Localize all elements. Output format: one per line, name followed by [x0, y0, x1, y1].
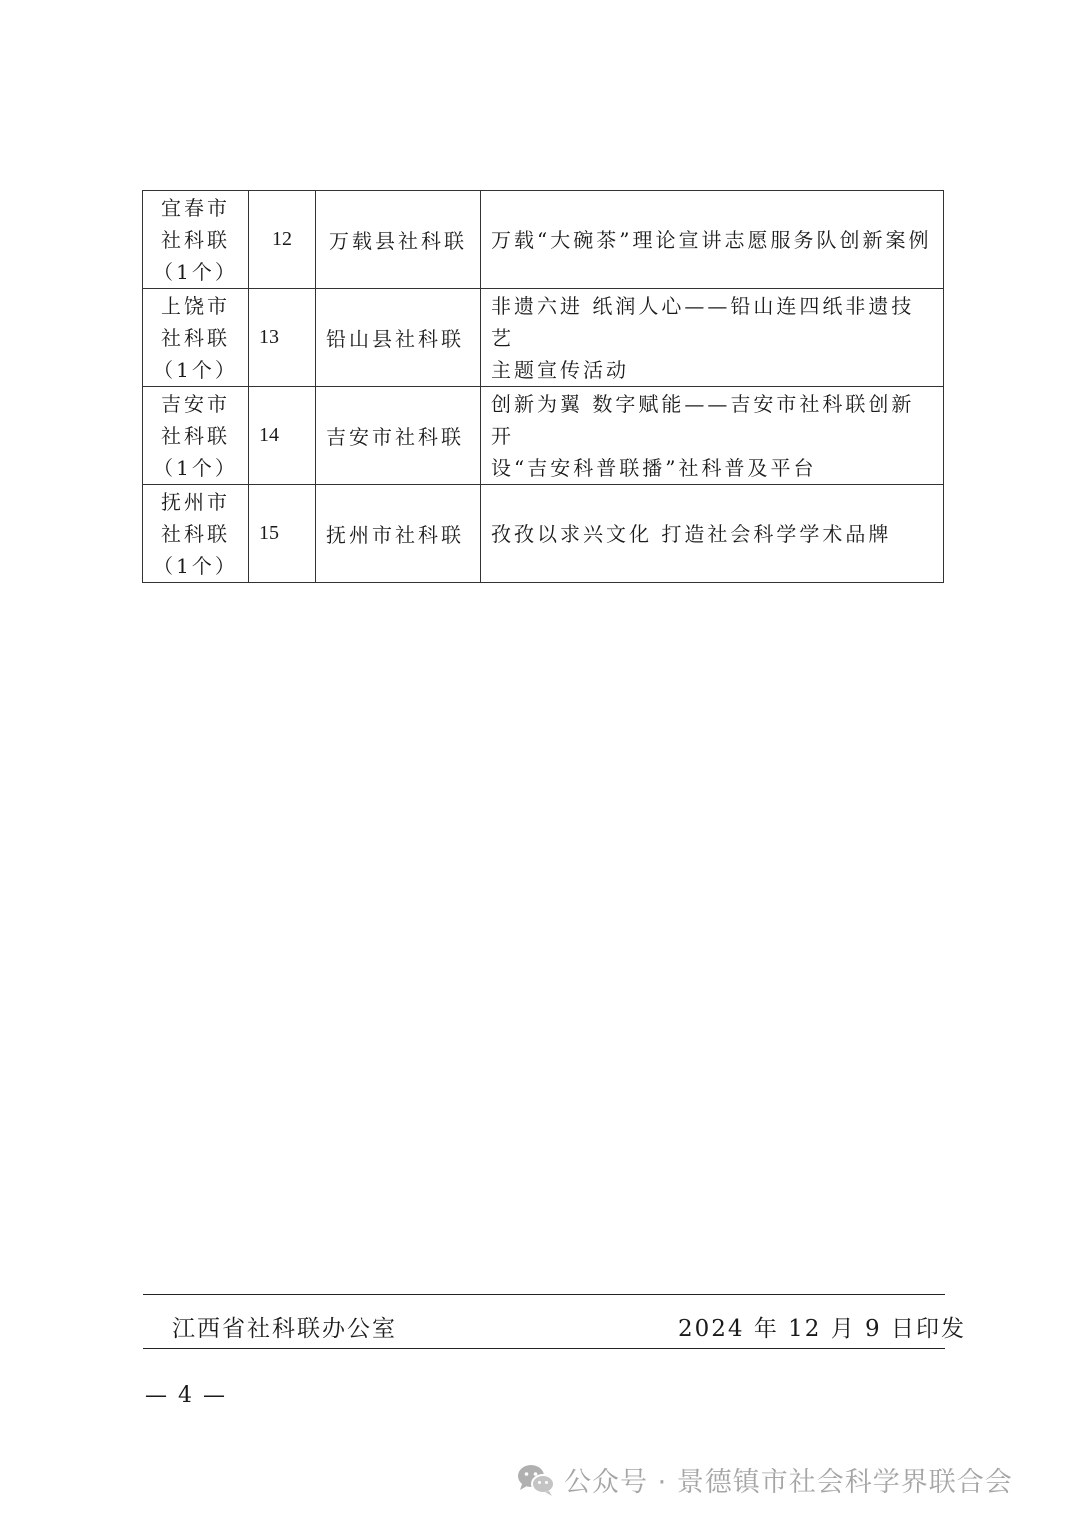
- number-cell: 14: [249, 387, 316, 485]
- table-row: [143, 191, 944, 289]
- footer-bottom-rule: [143, 1348, 945, 1349]
- table-row: [143, 289, 944, 387]
- footer-issuer: 江西省社科联办公室: [172, 1316, 397, 1342]
- watermark-text: 公众号 · 景德镇市社会科学界联合会: [564, 1467, 1013, 1498]
- title-cell: 万载“大碗茶”理论宣讲志愿服务队创新案例: [481, 191, 944, 289]
- table-row: [143, 387, 944, 485]
- unit-cell: 吉安市社科联: [316, 387, 481, 485]
- unit-cell: 铅山县社科联: [316, 289, 481, 387]
- unit-cell: 万载县社科联: [316, 191, 481, 289]
- watermark: [516, 1460, 1013, 1499]
- title-cell: 创新为翼 数字赋能——吉安市社科联创新开 设“吉安科普联播”社科普及平台: [481, 387, 944, 485]
- footer-date: 2024 年 12 月 9 日印发: [678, 1316, 966, 1342]
- wechat-icon: [516, 1463, 556, 1497]
- table-row: [143, 485, 944, 583]
- page-number: — 4 —: [145, 1383, 227, 1408]
- unit-cell: 抚州市社科联: [316, 485, 481, 583]
- title-cell: 孜孜以求兴文化 打造社会科学学术品牌: [481, 485, 944, 583]
- number-cell: 13: [249, 289, 316, 387]
- region-cell: 吉安市 社科联 （1个）: [143, 387, 249, 485]
- region-cell: 上饶市 社科联 （1个）: [143, 289, 249, 387]
- number-cell: 15: [249, 485, 316, 583]
- region-cell: 抚州市 社科联 （1个）: [143, 485, 249, 583]
- title-cell: 非遗六进 纸润人心——铅山连四纸非遗技艺 主题宣传活动: [481, 289, 944, 387]
- footer-top-rule: [143, 1294, 945, 1295]
- number-cell: 12: [249, 191, 316, 289]
- region-cell: 宜春市 社科联 （1个）: [143, 191, 249, 289]
- awards-table: [142, 190, 944, 583]
